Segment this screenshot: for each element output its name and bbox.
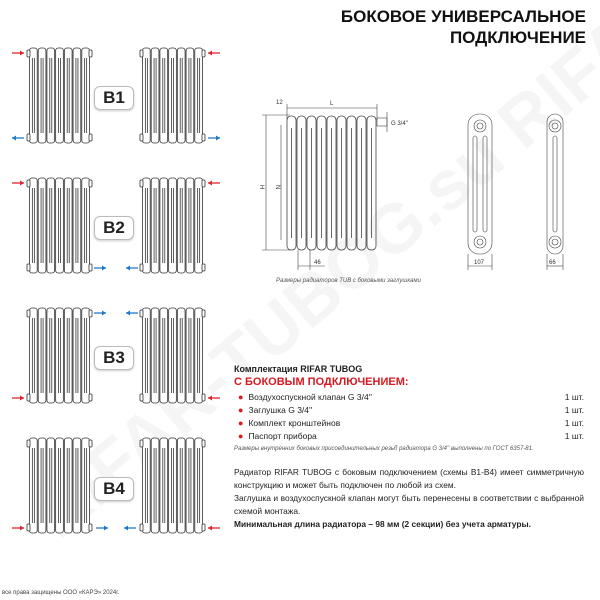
copyright: все права защищены ООО «КАРЭ» 2024г. — [2, 590, 120, 596]
bullet-icon: ● — [238, 404, 244, 415]
dimension-drawing — [250, 90, 600, 275]
radiator-icon — [140, 48, 205, 143]
kit-note: Размеры внутренних боковых присоединительных резьб радиатора G 3/4'' выполнены по ГОСТ 6357-81. — [234, 446, 534, 452]
item-qty: 1 шт. — [564, 417, 584, 428]
dim-depth-side: 66 — [549, 260, 556, 266]
radiator-icon — [27, 438, 92, 533]
supply-arrow-icon — [12, 51, 24, 56]
item-qty: 1 шт. — [564, 404, 584, 415]
list-item — [234, 403, 584, 416]
kit-list — [234, 390, 584, 442]
page-title — [341, 6, 586, 48]
dim-length: L — [330, 101, 334, 107]
item-name: Паспорт прибора — [248, 430, 317, 441]
dim-top-offset: 12 — [276, 100, 283, 106]
scheme-label-b4: B4 — [94, 477, 134, 501]
item-name: Воздухоспускной клапан G 3/4'' — [248, 391, 372, 402]
list-item — [234, 416, 584, 429]
return-arrow-icon — [208, 136, 220, 141]
supply-arrow-icon — [208, 181, 220, 186]
description — [234, 466, 584, 531]
description-p1: Радиатор RIFAR TUBOG с боковым подключением (схемы B1-B4) имеет симметричную конструкцию и может быть подключен по любой из схем. — [234, 467, 584, 490]
connection-schemes — [0, 0, 240, 560]
radiator-icon — [140, 438, 205, 533]
scheme-label-b3: B3 — [94, 346, 134, 370]
scheme-label-b1: B1 — [94, 86, 134, 110]
dim-thread: G 3/4'' — [391, 121, 408, 127]
radiator-icon — [27, 48, 92, 143]
return-arrow-icon — [12, 136, 24, 141]
supply-arrow-icon — [12, 181, 24, 186]
item-qty: 1 шт. — [564, 430, 584, 441]
item-name: Заглушка G 3/4'' — [248, 404, 313, 415]
drawing-caption: Размеры радиаторов TUB с боковыми заглушками — [276, 278, 421, 284]
return-arrow-icon — [124, 526, 136, 531]
supply-arrow-icon — [208, 526, 220, 531]
return-arrow-icon — [94, 311, 106, 316]
list-item — [234, 390, 584, 403]
item-name: Комплект кронштейнов — [248, 417, 341, 428]
radiator-icon — [140, 178, 205, 273]
kit-section — [234, 364, 584, 452]
radiator-icon — [27, 178, 92, 273]
list-item — [234, 429, 584, 442]
scheme-label-b2: B2 — [94, 216, 134, 240]
supply-arrow-icon — [208, 51, 220, 56]
return-arrow-icon — [126, 311, 138, 316]
kit-subheading: С БОКОВЫМ ПОДКЛЮЧЕНИЕМ: — [234, 376, 409, 388]
kit-heading: Комплектация RIFAR TUBOG — [234, 364, 363, 374]
dim-height: H — [258, 185, 264, 190]
return-arrow-icon — [96, 526, 108, 531]
title-line-1: БОКОВОЕ УНИВЕРСАЛЬНОЕ — [340, 7, 586, 26]
radiator-icon — [140, 308, 205, 403]
bullet-icon: ● — [238, 430, 244, 441]
supply-arrow-icon — [12, 396, 24, 401]
dim-depth-front: 107 — [474, 260, 485, 266]
description-p2: Заглушка и воздухоспускной клапан могут быть перенесены в соответствии с выбранной схемой монтажа. — [234, 493, 584, 516]
item-qty: 1 шт. — [564, 391, 584, 402]
return-arrow-icon — [94, 266, 106, 271]
return-arrow-icon — [126, 266, 138, 271]
description-p3: Минимальная длина радиатора – 98 мм (2 секции) без учета арматуры. — [234, 519, 531, 529]
dim-section: 46 — [314, 260, 321, 266]
supply-arrow-icon — [12, 526, 24, 531]
radiator-icon — [27, 308, 92, 403]
bullet-icon: ● — [238, 417, 244, 428]
dim-axis: N — [274, 185, 280, 190]
title-line-2: ПОДКЛЮЧЕНИЕ — [449, 28, 586, 47]
supply-arrow-icon — [208, 396, 220, 401]
bullet-icon: ● — [238, 391, 244, 402]
